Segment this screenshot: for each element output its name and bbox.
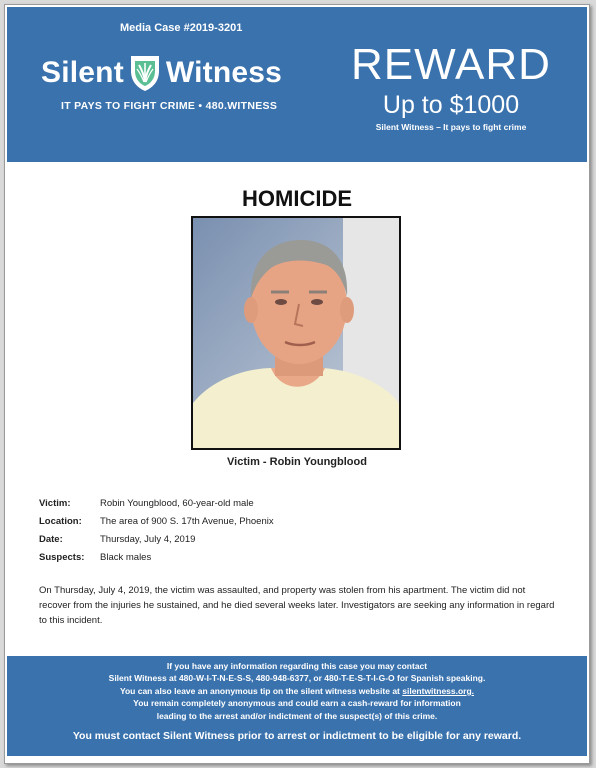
detail-value: Robin Youngblood, 60-year-old male xyxy=(100,498,254,509)
media-case-number: Media Case #2019-3201 xyxy=(120,22,243,34)
footer-banner xyxy=(7,656,587,756)
shield-icon xyxy=(128,53,162,93)
reward-heading: REWARD xyxy=(351,40,551,89)
detail-label: Date: xyxy=(39,534,63,545)
detail-value: Black males xyxy=(100,552,152,563)
reward-amount: Up to $1000 xyxy=(382,91,520,119)
flyer-page xyxy=(4,4,590,764)
footer-line: Silent Witness at 480-W-I-T-N-E-S-S, 480-948-6377, or 480-T-E-S-T-I-G-O for Spanish speaking. xyxy=(108,673,486,684)
footer-line: leading to the arrest and/or indictment of the suspect(s) of this crime. xyxy=(156,710,438,721)
logo-tagline: IT PAYS TO FIGHT CRIME • 480.WITNESS xyxy=(61,100,278,112)
footer-line: You remain completely anonymous and could earn a cash-reward for information xyxy=(133,698,461,709)
silent-witness-logo xyxy=(41,53,282,93)
logo-text-right: Witness xyxy=(165,56,283,89)
logo-text-left: Silent xyxy=(41,56,124,89)
footer-line-text: You can also leave an anonymous tip on the silent witness website at xyxy=(119,685,403,696)
detail-label: Suspects: xyxy=(39,552,85,563)
detail-label: Location: xyxy=(39,516,82,527)
detail-value: Thursday, July 4, 2019 xyxy=(100,534,196,545)
crime-title: HOMICIDE xyxy=(242,186,352,211)
footer-line: If you have any information regarding this case you may contact xyxy=(166,661,428,671)
victim-photo xyxy=(191,216,401,450)
footer-eligibility-notice: You must contact Silent Witness prior to arrest or indictment to be eligible for any reward. xyxy=(72,730,522,743)
detail-label: Victim: xyxy=(39,498,71,509)
case-narrative: On Thursday, July 4, 2019, the victim was assaulted, and property was stolen from his apartment. The victim did not recover from the injuries he sustained, and he died several weeks later. Investigators are seeking any information in regard to this incident. xyxy=(39,585,555,626)
header-banner xyxy=(7,7,587,162)
detail-value: The area of 900 S. 17th Avenue, Phoenix xyxy=(100,516,274,527)
reward-subtitle: Silent Witness – It pays to fight crime xyxy=(375,122,527,132)
footer-line xyxy=(7,685,587,697)
photo-caption: Victim - Robin Youngblood xyxy=(227,456,367,468)
website-link[interactable]: silentwitness.org. xyxy=(402,685,475,696)
